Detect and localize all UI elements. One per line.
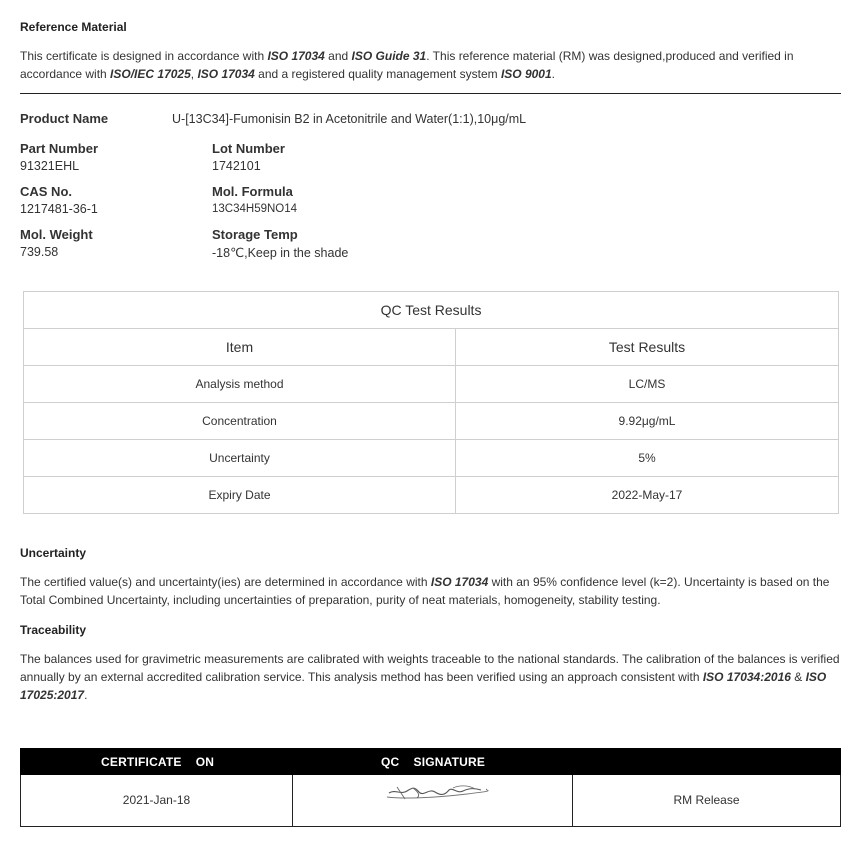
uncertainty-heading: Uncertainty: [20, 546, 87, 560]
row-item: Analysis method: [24, 366, 456, 403]
lot-number-value: 1742101: [212, 159, 261, 173]
mol-formula-value: 13C34H59NO14: [212, 203, 298, 215]
mol-weight-label: Mol. Weight: [20, 227, 93, 242]
row-result: 2022-May-17: [456, 477, 839, 514]
row-result: 9.92μg/mL: [456, 403, 839, 440]
table-row: [24, 440, 839, 477]
column-header-item: Item: [24, 329, 456, 366]
table-row: [24, 366, 839, 403]
section-divider: [20, 93, 841, 94]
reference-material-heading: Reference Material: [20, 20, 127, 34]
traceability-paragraph: The balances used for gravimetric measurements are calibrated with weights traceable to the national standards. The calibration of the balances is verified annually by an external accredited calibration service. This analysis method has been verified using an approach consistent with ISO 17034:2016 & ISO 17025:2017.: [20, 652, 840, 702]
signature-row: [20, 775, 841, 827]
traceability-heading: Traceability: [20, 623, 87, 637]
row-item: Expiry Date: [24, 477, 456, 514]
row-result: LC/MS: [456, 366, 839, 403]
certificate-on-header: CERTIFICATE ON: [101, 755, 215, 769]
signature-header-bar: [20, 748, 841, 775]
mol-formula-label: Mol. Formula: [212, 184, 293, 199]
row-result: 5%: [456, 440, 839, 477]
product-name-value: U-[13C34]-Fumonisin B2 in Acetonitrile and Water(1:1),10μg/mL: [172, 112, 527, 126]
qc-table-caption: QC Test Results: [24, 292, 839, 329]
storage-temp-value: -18℃,Keep in the shade: [212, 246, 349, 260]
product-name-label: Product Name: [20, 111, 109, 126]
uncertainty-paragraph: The certified value(s) and uncertainty(ies) are determined in accordance with ISO 17034 with an 95% confidence level (k=2). Uncertainty is based on the Total Combined Uncertainty, including uncertainties of preparation, purity of neat materials, homogeneity, stability testing.: [20, 575, 830, 607]
cas-value: 1217481-36-1: [20, 202, 98, 216]
qc-signature-cell: [293, 775, 573, 826]
table-row: [24, 403, 839, 440]
certificate-date: 2021-Jan-18: [21, 775, 293, 826]
release-status: RM Release: [673, 793, 740, 807]
table-row: [24, 477, 839, 514]
part-number-label: Part Number: [20, 141, 99, 156]
qc-signature-header: QC SIGNATURE: [381, 755, 486, 769]
storage-temp-label: Storage Temp: [212, 227, 298, 242]
lot-number-label: Lot Number: [212, 141, 285, 156]
mol-weight-value: 739.58: [20, 245, 59, 259]
reference-material-paragraph: This certificate is designed in accordance with ISO 17034 and ISO Guide 31. This reference material (RM) was designed,produced and verified in accordance with ISO/IEC 17025, ISO 17034 and a registered quality management system ISO 9001.: [20, 49, 794, 81]
row-item: Uncertainty: [24, 440, 456, 477]
column-header-test-results: Test Results: [456, 329, 839, 366]
part-number-value: 91321EHL: [20, 159, 80, 173]
row-item: Concentration: [24, 403, 456, 440]
handwritten-signature: [383, 779, 493, 809]
cas-label: CAS No.: [20, 184, 72, 199]
qc-results-table: [23, 291, 839, 514]
